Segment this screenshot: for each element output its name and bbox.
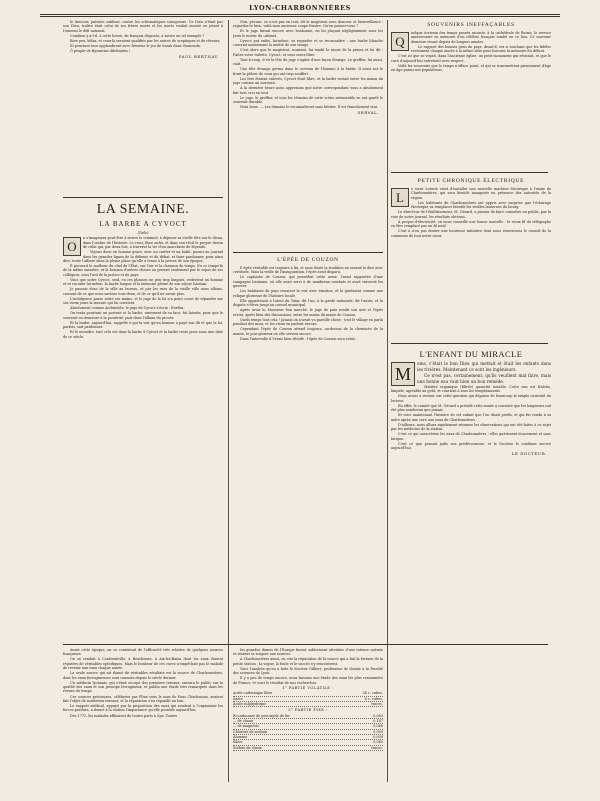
paragraph: Voyons donc un homme grave, avec un cartier et un habit, passer au journal dans les grandes lignes de la défense et du débat, et faire pardonner, pour ainsi dire, toute l'affaire dans la pleine place qu'elle a tenue à la presse de son époque.: [63, 250, 223, 263]
analysis-row: Bi-carbonate de protoxyde de fer 0,063: [233, 713, 383, 718]
paragraph: On se rendait à Contrexéville, à Bourbonne, à Aix-les-Bains dont les eaux étaient réputées de véritables spécifiques. Mais le bonheur de ces cures n'empêchait pas le malade de revenir aux eaux chaque année.: [63, 657, 223, 671]
paragraph: Le directeur de l'établissement, M. Gérard, a promis de faire connaître au public, par la voie de notre journal, les résultats obtenus.: [391, 210, 551, 219]
paragraph: D'ailleurs, nous allons rapidement résumer les observations qui ont été faites à ce sujet par les médecins de la station.: [391, 422, 551, 432]
article-epee-de-couzon: [233, 255, 383, 640]
paragraph: Nota bene. — Les témoins le reconnaîtront sans hésiter. Il est franchement vrai.: [240, 105, 379, 110]
paragraph: Les habitants du pays venaient la voir avec émotion, et la gardaient comme une relique glorieuse de l'histoire locale.: [233, 289, 383, 298]
column-divider-1: [228, 20, 229, 782]
paragraph: le dressoir, patriote sublime, contre les schismatiques vainqueurs. Ce Dieu n'était pas son Dieu, traître était celui de ses frères morts et les morts voulait mourir en jetant à l'ennemi le défi national.: [63, 20, 223, 33]
paragraph: Une tête étrange germa dans le cerveau de l'homme à la barbe. Il avait sur le front la pâleur de ceux qui ont trop souffert.: [233, 67, 383, 76]
paragraph: Et pourtant tous applaudiront avec frénésie le jeu de Sarah dans Gismonda.: [70, 44, 201, 49]
article-souvenirs: [391, 20, 551, 170]
section-rule: [391, 343, 548, 344]
article-petite-chronique: [391, 176, 551, 341]
analysis-row: Acide sulphydrique traces.: [233, 702, 383, 707]
paragraph: C'est ce qui caractérise les eaux de Charbonnières : elles guérissent doucement et sans fatigue.: [391, 432, 551, 441]
paragraph: Les fers étaient enlevés, Cyvoct était libre, et la barbe restait entre les mains du juge comme un souvenir.: [233, 76, 383, 86]
dropcap: M: [391, 362, 415, 386]
paragraph: e sieur Loterie vient d'installer une nouvelle machine électrique à l'usine de Charbonnières, qui sera bientôt inaugurée en présence des autorités de la région.: [411, 187, 551, 200]
paragraph: C'est ici que se voyait, dans l'ancienne église, un petit monument qui résistait, et que le curé d'aujourd'hui entretient avec respect.: [391, 54, 551, 63]
paragraph: C'est alors que le magistrat, souriant, lui tendit le rasoir de la prison et lui dit : Faites votre toilette, Cyvoct, et vous serez libre.: [233, 48, 383, 57]
paragraph: Ce n'est pas, certainement, qu'ils veuillent mal faire, mais une bonne eau vaut bien un bon remède.: [417, 372, 551, 384]
column-1-bottom: [63, 648, 223, 786]
analysis-row: Azote 6 c. cubes.: [233, 696, 383, 701]
column-2-bottom: [233, 648, 383, 786]
paragraph: Matière organique (filtrée) quantité notable. Cette eau est fraîche, limpide, agréable au goût, et convient à tous les tempéraments.: [391, 384, 551, 394]
paragraph: À la dernière heure nous apprenons que notre correspondant vous a absolument fait tout ceci en tout.: [233, 86, 383, 95]
paragraph: Un médecin lyonnais, qui s'était occupé des premiers travaux, rassura le public sur la qualité des eaux et son principe ferrugineux, et publia une étude très remarquée dans les revues du temps.: [63, 680, 223, 694]
paragraph: Et le moindre, tout cela est dans la barbe à Cyvoct et la barbe reste pour nous une date de ce siècle.: [63, 330, 223, 339]
signature: PAUL BERTNAY.: [178, 53, 219, 59]
paragraph: Cyvoct put enfin, lui-même, se regarder et se reconnaître : une barbe blanche couvrait maintenant la moitié de son visage.: [233, 38, 383, 48]
header-rule: [40, 14, 560, 15]
article-title: SOUVENIRS INEFFAÇABLES: [427, 22, 515, 28]
paragraph: Elle appartenait à l'aïeul du Tatar, dit l'un, à la garde nationale, dit l'autre, et la dispute s'éleva jusqu'au conseil municipal.: [233, 298, 383, 308]
paragraph: Après avoir lu Monsieur bon marché, le juge de paix rendit son avis et l'épée revint, après bien des discussions, entre les mains du maire de Couzon.: [233, 308, 383, 317]
analysis-row: Alumine 0,009: [233, 734, 383, 739]
column-divider-2: [387, 20, 388, 782]
paragraph: Il épée véritable est toujours à fin, et sans doute la tradition ne saurait le dire avec certitude. Mais la veille de l'inauguration, l'épée avait disparu.: [233, 266, 383, 275]
column-2-top: [233, 20, 383, 252]
dropcap: Q: [391, 32, 409, 51]
paragraph: Voici l'analyse qu'en a faite le docteur Gilbert, professeur de chimie à la Faculté des sciences de Lyon.: [233, 666, 383, 676]
paragraph: Le juge, le greffier, et tous les témoins de cette scène mémorable en ont gardé le souvenir durable.: [233, 95, 383, 105]
article-title: PETITE CHRONIQUE ÉLECTRIQUE: [417, 178, 525, 184]
paragraph: uelque écrivain des temps passés raconte, à la cathédrale de Reims, le service anniversaire en mémoire d'un célèbre français tombé en ce lieu. Ce souvenir demeure vivant depuis de longues années.: [411, 31, 551, 44]
column-1-top: [63, 20, 223, 195]
paragraph: Avant cette époque, on se contentait de l'efficacité très relative de quelques sources françaises.: [63, 648, 223, 657]
paragraph: Ô peuple de Byzantins dilettantes !: [70, 49, 131, 54]
article-kicker: (Toile): [137, 231, 149, 235]
paragraph: Voilà les souvenirs que le temps n'efface point, et qui se transmettent pieusement d'âge en âge parmi nos populations.: [391, 63, 551, 73]
paragraph: Quels temps tout cela ! Jamais on n'avait vu pareille chose ; tout le village en parla pendant des mois, et les vieux en parlent encore.: [233, 317, 383, 327]
paragraph: Cependant l'épée de Couzon attend toujours, au-dessus de la cheminée de la mairie, le jour glorieux où elle servira encore.: [233, 327, 383, 336]
paragraph: Je passais donc de la ville au bureau, et par les rues de la vieille ville nous allions, causant de ce que nous savions tous deux, et de ce qu'il ne savait plus.: [63, 287, 223, 296]
paragraph: Dans l'intervalle il l'avait bien décidé : l'épée de Couzon sera reine.: [240, 336, 357, 341]
paragraph: C'est à n'en pas douter une heureuse initiative dont nous remercions le conseil de la commune de tout notre cœur.: [391, 229, 551, 238]
paragraph: Et le juge faisait encore avec bonhomie, en lui plaçant négligemment sous les yeux le miroir du cabinet.: [233, 29, 383, 38]
paragraph: Le capitaine de Couzon, qui possédait cette arme, l'avait rapportée d'une campagne lointaine, où elle avait servi à de nombreux combats et avait traversé les guerres.: [233, 275, 383, 289]
paragraph: À Charbonnières aussi, on cite la réputation de la source qui a fait la fortune de la petite station ; la vogue, la foule et le succès s'y rencontrent.: [233, 657, 383, 666]
paragraph: La seule source qui ait donné de véritables résultats est la source de Charbonnières, dont les eaux ferrugineuses sont connues depuis le siècle dernier.: [63, 671, 223, 680]
signature: LE DOCTEUR.: [511, 450, 547, 456]
paragraph: Et voici maintenant l'histoire de cet enfant que l'on disait perdu, et qui fut rendu à sa mère après une cure aux eaux de Charbonnières.: [391, 413, 551, 422]
paragraph: L'indulgence passe entre ses mains, et le juge de la loi n'a point cessé de répandre sur ses vieux jours la mesure qui lui convient.: [63, 296, 223, 306]
dropcap: O: [63, 237, 81, 256]
section-rule: [233, 252, 383, 253]
analysis-heading: 1° PARTIE VOLATILE :: [282, 686, 334, 691]
section-rule: [63, 197, 223, 198]
paragraph: les grandes dames de l'Europe furent subitement atteintes d'une intense anémie et vinrent se soigner aux sources.: [233, 648, 383, 657]
analysis-row: Acide carbonique libre 34 c. cubes.: [233, 691, 383, 696]
paragraph: n s'imaginera peut-être à suivre le criminel, à déposer sa vieille tête sur le divan, dans l'ombre de l'histoire. Le voici, libre enfin, et dans son récit le propre destin de celui qui, par deux fois, a traversé la vie d'un anarchiste de légende.: [83, 236, 223, 250]
paragraph: On tenta pourtant un portrait et la barbe, ornement de sa face, fut laissée, pour que le souvenir en demeure à la postérité, puis dans l'album du procès.: [63, 311, 223, 320]
paragraph: Combien y a-t-il, à cette heure, de français disposés, à suivre un tel exemple ?: [70, 33, 205, 38]
analysis-row: Chlorure de sodium 0,009: [233, 729, 383, 734]
article-title: LA BARBE A CYVOCT: [99, 220, 187, 228]
article-title: L'ENFANT DU MIRACLE: [419, 349, 523, 359]
paragraph: Absolument comme Archimède, le juge de Cyvoct s'écria : Eurêka.: [70, 306, 185, 311]
paragraph: Le rapport médical, appuyé par la proposition des eaux qui rendent à l'organisme les forces perdues, a donné à la station l'importance qu'elle possède aujourd'hui.: [63, 704, 223, 713]
article-enfant-du-miracle: [391, 347, 551, 785]
paragraph: Non, pécuse, ce n'est pas en tout, dit le magistrat avec douceur et bienveillance : regardez-le bien, voilà mon ancienne coupe frustre. Qu'en pensez-vous ?: [233, 20, 383, 29]
paragraph: C'est ce que pensait jadis nos prédécesseurs, et le Docteur le confirme encore aujourd'hui.: [391, 441, 551, 451]
paragraph: Ces sources précieuses, célébrées par Pline sous le nom de Fons Charbonum, avaient fait l'objet de nombreux travaux, et la réputation s'en répandit au loin.: [63, 694, 223, 703]
paragraph: Tout-à-coup, il vit la tête du juge s'agiter d'une façon étrange. Le greffier, lui aussi, riait.: [233, 57, 383, 67]
paragraph: Voici que notre Cyvoct, seul, en ces phrases un peu trop longues, redevient un homme et se raconte lui-même, la barbe longue et la mémoire pleine de son séjour lointain.: [63, 277, 223, 287]
paragraph: À propos d'électricité, on nous conseille une bonne nouvelle : le vieux fil du télégraphe va être remplacé par un fil neuf.: [391, 219, 551, 229]
article-la-semaine: [63, 200, 223, 640]
paragraph: Nous avons à revenir sur cette question qui dépasse de beaucoup la simple curiosité du lecteur.: [391, 394, 551, 403]
paragraph: Dès 1772, les malades affluaient de toutes parts à Spa. Toutes: [70, 713, 178, 718]
paragraph: En effet, le comité que M. Gérard a présidé cette année a constaté que les baigneurs ont été plus nombreux que jamais.: [391, 403, 551, 413]
analysis-row: Silice 0,040: [233, 740, 383, 745]
signature: SERVAL.: [357, 109, 379, 115]
article-title: L'ÉPÉE DE COUZON: [277, 257, 339, 263]
paragraph: Et la barbe, aujourd'hui, rappelle à qui la voit qu'un homme a payé son dû et que la loi, parfois, sait pardonner.: [63, 320, 223, 330]
analysis-row: — de magnésie 0,046: [233, 724, 383, 729]
analysis-row: — de chaux 0,187: [233, 719, 383, 724]
paragraph: Il y a peu de temps encore, nous faisions une étude des eaux les plus renommées de France, et voici le résultat de nos recherches.: [233, 676, 383, 685]
paragraph: oins, c'était le bon Dieu qui mettait et ôtait les enfants dans les rivières. Maintenant ce sont les ingénieurs.: [417, 361, 551, 372]
section-title: LA SEMAINE.: [96, 202, 190, 217]
running-head: LYON-CHARBONNIÈRES: [249, 4, 351, 12]
analysis-row: Sulfate de chaux traces.: [233, 745, 383, 750]
section-rule: [391, 172, 548, 173]
paragraph: Les habitants de Charbonnières ont appris avec surprise que l'éclairage électrique va remplacer bientôt les vieilles lanternes du bourg.: [411, 200, 551, 210]
paragraph: Il prouvait le malheur du chef de l'État, sur l'air et la chanson du temps. En ce temps-là de la même manière, et la boisson d'autres choses on prenait seulement par le repos de ses collègues, sous l'œil de la justice et du pays.: [63, 264, 223, 277]
paragraph: Le rapport des bonnes gens du pays, disait-il, est si touchant que les fidèles reviennent chaque année à la même date pour honorer la mémoire du défunt.: [411, 44, 551, 54]
analysis-heading: 2° PARTIE FIXE :: [288, 708, 328, 713]
paragraph: Bien peu, hélas, et ceux-là seraient qualifiés par les autres de sceptiques et de rêveurs.: [70, 38, 221, 43]
dropcap: L: [391, 188, 409, 207]
